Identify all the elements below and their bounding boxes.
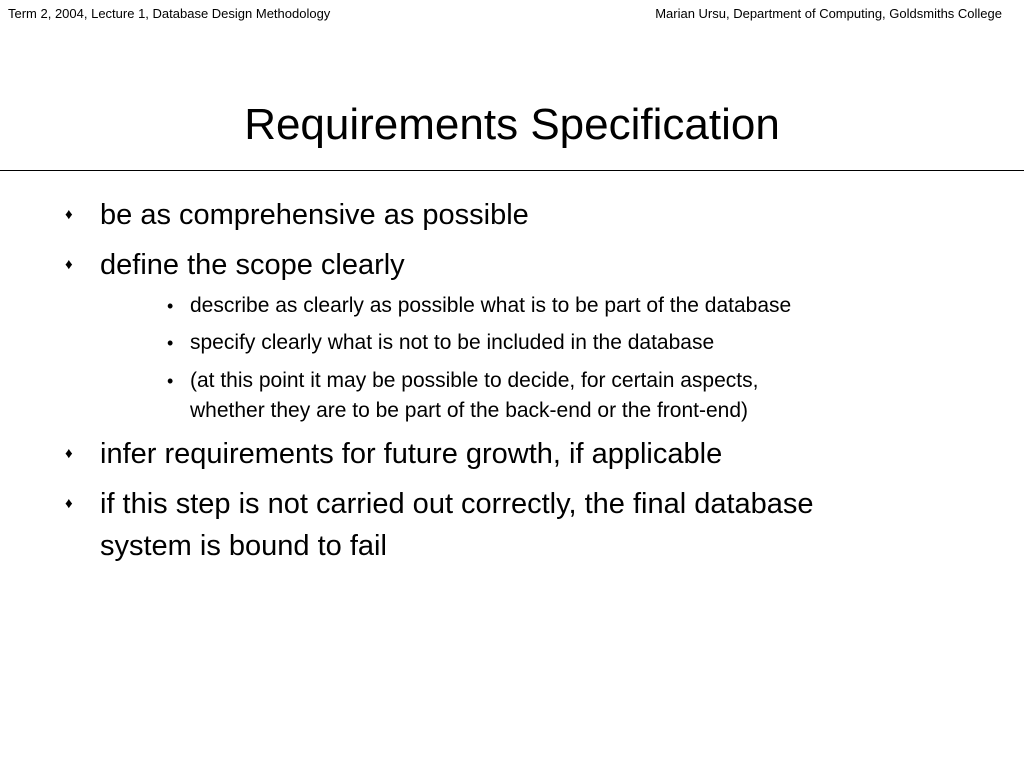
slide-title: Requirements Specification [244, 100, 780, 149]
bullet-continuation: system is bound to fail [100, 530, 387, 562]
title-divider [0, 170, 1024, 171]
bullet-point: be as comprehensive as possible [100, 199, 529, 231]
sub-bullet-point: (at this point it may be possible to decide, for certain aspects, [190, 369, 759, 392]
dot-bullet-icon: • [167, 333, 174, 353]
bullet-point: infer requirements for future growth, if applicable [100, 438, 723, 470]
bullet-point: if this step is not carried out correctly, the final database [100, 488, 814, 520]
diamond-bullet-icon: ♦ [65, 206, 73, 223]
diamond-bullet-icon: ♦ [65, 495, 73, 512]
dot-bullet-icon: • [167, 371, 174, 391]
header-author-info: Marian Ursu, Department of Computing, Goldsmiths College [655, 6, 1002, 21]
sub-bullet-continuation: whether they are to be part of the back-end or the front-end) [190, 399, 748, 422]
bullet-point: define the scope clearly [100, 249, 405, 281]
sub-bullet-point: describe as clearly as possible what is to be part of the database [190, 294, 792, 317]
sub-bullet-point: specify clearly what is not to be included in the database [190, 331, 715, 354]
diamond-bullet-icon: ♦ [65, 445, 73, 462]
dot-bullet-icon: • [167, 296, 174, 316]
diamond-bullet-icon: ♦ [65, 256, 73, 273]
header-course-info: Term 2, 2004, Lecture 1, Database Design Methodology [8, 6, 331, 21]
